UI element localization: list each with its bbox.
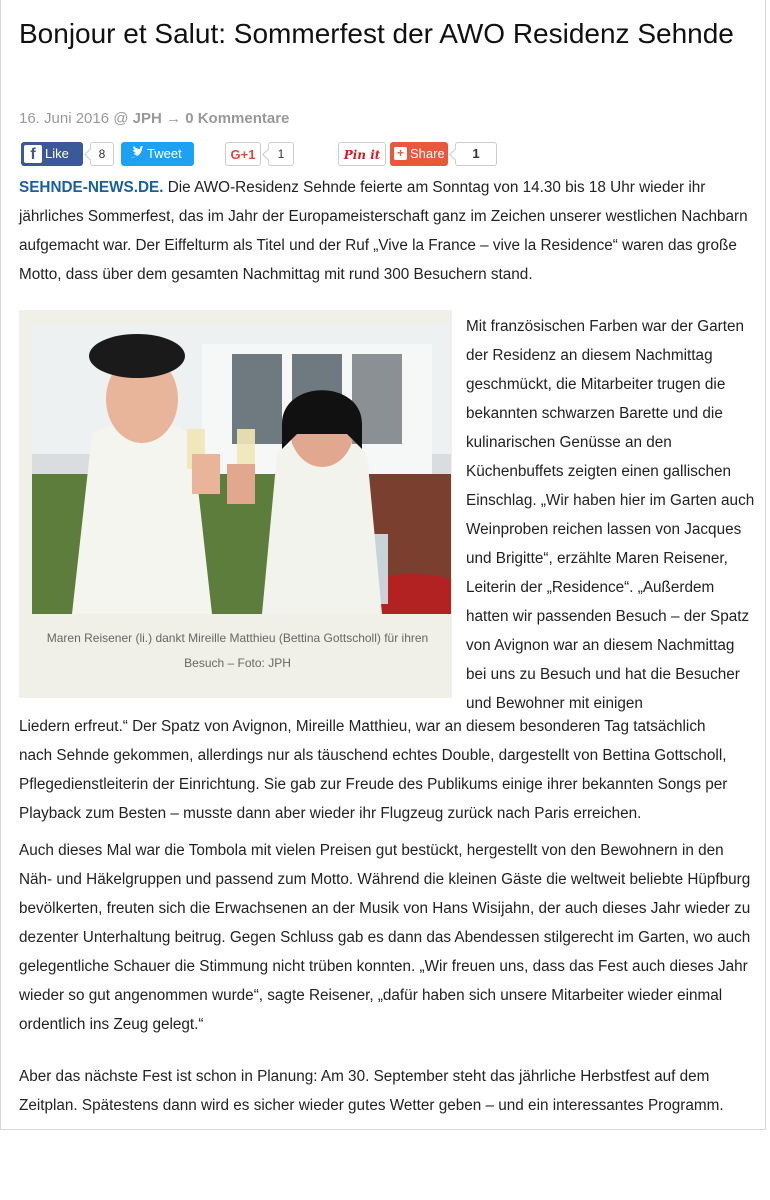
photo-caption: Maren Reisener (li.) dankt Mireille Matthieu (Bettina Gottscholl) für ihren Besuch – Foto: JPH xyxy=(46,631,429,670)
google-plus-button[interactable]: G+1 xyxy=(225,142,261,166)
source-link[interactable]: SEHNDE-NEWS.DE. xyxy=(19,179,164,196)
plus-icon: + xyxy=(394,147,407,160)
intro-paragraph xyxy=(19,173,751,289)
author-link[interactable]: JPH xyxy=(132,110,162,127)
google-plus-count: 1 xyxy=(268,142,294,166)
share-label: Share xyxy=(410,146,445,161)
share-button[interactable] xyxy=(390,142,448,166)
continuation-line-3: Pflegedienstleiterin der Einrichtung. Sie gab zur Freude des Publikums einige ihrer bekannten Songs per xyxy=(19,776,728,793)
paragraph-outlook: Aber das nächste Fest ist schon in Planung: Am 30. September steht das jährliche Herbstfest auf dem Zeitplan. Spätestens dann wird es sicher wieder gutes Wetter geben – und ein interessantes Programm. xyxy=(19,1068,724,1114)
continuation-line-4: Playback zum Besten – musste dann aber wieder ihr Flugzeug zurück nach Paris erreichen. xyxy=(19,805,642,822)
twitter-tweet-label: Tweet xyxy=(147,146,182,161)
photo-figure xyxy=(19,310,452,698)
event-photo xyxy=(32,324,451,614)
continuation-line-1: Liedern erfreut.“ Der Spatz von Avignon, Mireille Matthieu, war an diesem besonderen Tag tatsächlich xyxy=(19,718,706,735)
facebook-like-button[interactable] xyxy=(21,142,83,166)
facebook-count: 8 xyxy=(90,142,114,166)
article-date: 16. Juni 2016 xyxy=(19,110,110,127)
comments-link[interactable]: 0 Kommentare xyxy=(185,110,290,127)
share-count: 1 xyxy=(455,142,497,166)
arrow-separator: → xyxy=(166,110,182,127)
side-paragraph: Mit französischen Farben war der Garten der Residenz an diesem Nachmittag geschmückt, die Mitarbeiter trugen die bekannten schwarzen Barette und die kulinarischen Genüsse an den Küchenbuffets zeigten einen gallischen Einschlag. „Wir haben hier im Garten auch Weinproben reichen lassen von Jacques und Brigitte“, erzählte Maren Reisener, Leiterin der „Residence“. „Außerdem hatten wir passenden Besuch – der Spatz von Avignon war an diesem Nachmittag bei uns zu Besuch und hat die Besucher und Bewohner mit einigen xyxy=(466,318,755,712)
facebook-icon: f xyxy=(24,145,42,163)
article-meta xyxy=(19,108,289,130)
pinterest-pin-button[interactable]: Pin it xyxy=(338,142,386,166)
continuation-line-2: nach Sehnde gekommen, allerdings nur als täuschend echtes Double, dargestellt von Bettina Gottscholl, xyxy=(19,747,727,764)
paragraph-tombola: Auch dieses Mal war die Tombola mit vielen Preisen gut bestückt, hergestellt von den Bewohnern in den Näh- und Häkelgruppen und passend zum Motto. Während die kleinen Gäste die weltweit beliebte Hüpfburg bevölkerten, freuten sich die Erwachsenen an der Musik von Hans Wisijahn, der auch dieses Jahr wieder zu dezenter Unterhaltung beitrug. Gegen Schluss gab es dann das Abendessen stilgerecht im Garten, wo auch gelegentliche Schauer die Stimmung nicht trüben konnten. „Wir freuen uns, dass das Fest auch dieses Jahr wieder so gut angenommen wurde“, sagte Reisener, „dafür haben sich unsere Mitarbeiter wieder einmal ordentlich ins Zeug gelegt.“ xyxy=(19,842,751,1033)
twitter-tweet-button[interactable] xyxy=(121,142,194,166)
twitter-icon xyxy=(129,142,143,173)
article-title: Bonjour et Salut: Sommerfest der AWO Residenz Sehnde xyxy=(19,18,734,49)
facebook-like-label: Like xyxy=(45,146,69,161)
at-sign: @ xyxy=(113,110,129,127)
intro-text: Die AWO-Residenz Sehnde feierte am Sonntag von 14.30 bis 18 Uhr wieder ihr jährliches Sommerfest, das im Jahr der Europameisterschaft ganz im Zeichen unserer westlichen Nachbarn aufgemacht war. Der Eiffelturm als Titel und der Ruf „Vive la France – vive la Residence“ waren das große Motto, dass über dem gesamten Nachmittag mit rund 300 Besuchern stand. xyxy=(19,179,748,283)
